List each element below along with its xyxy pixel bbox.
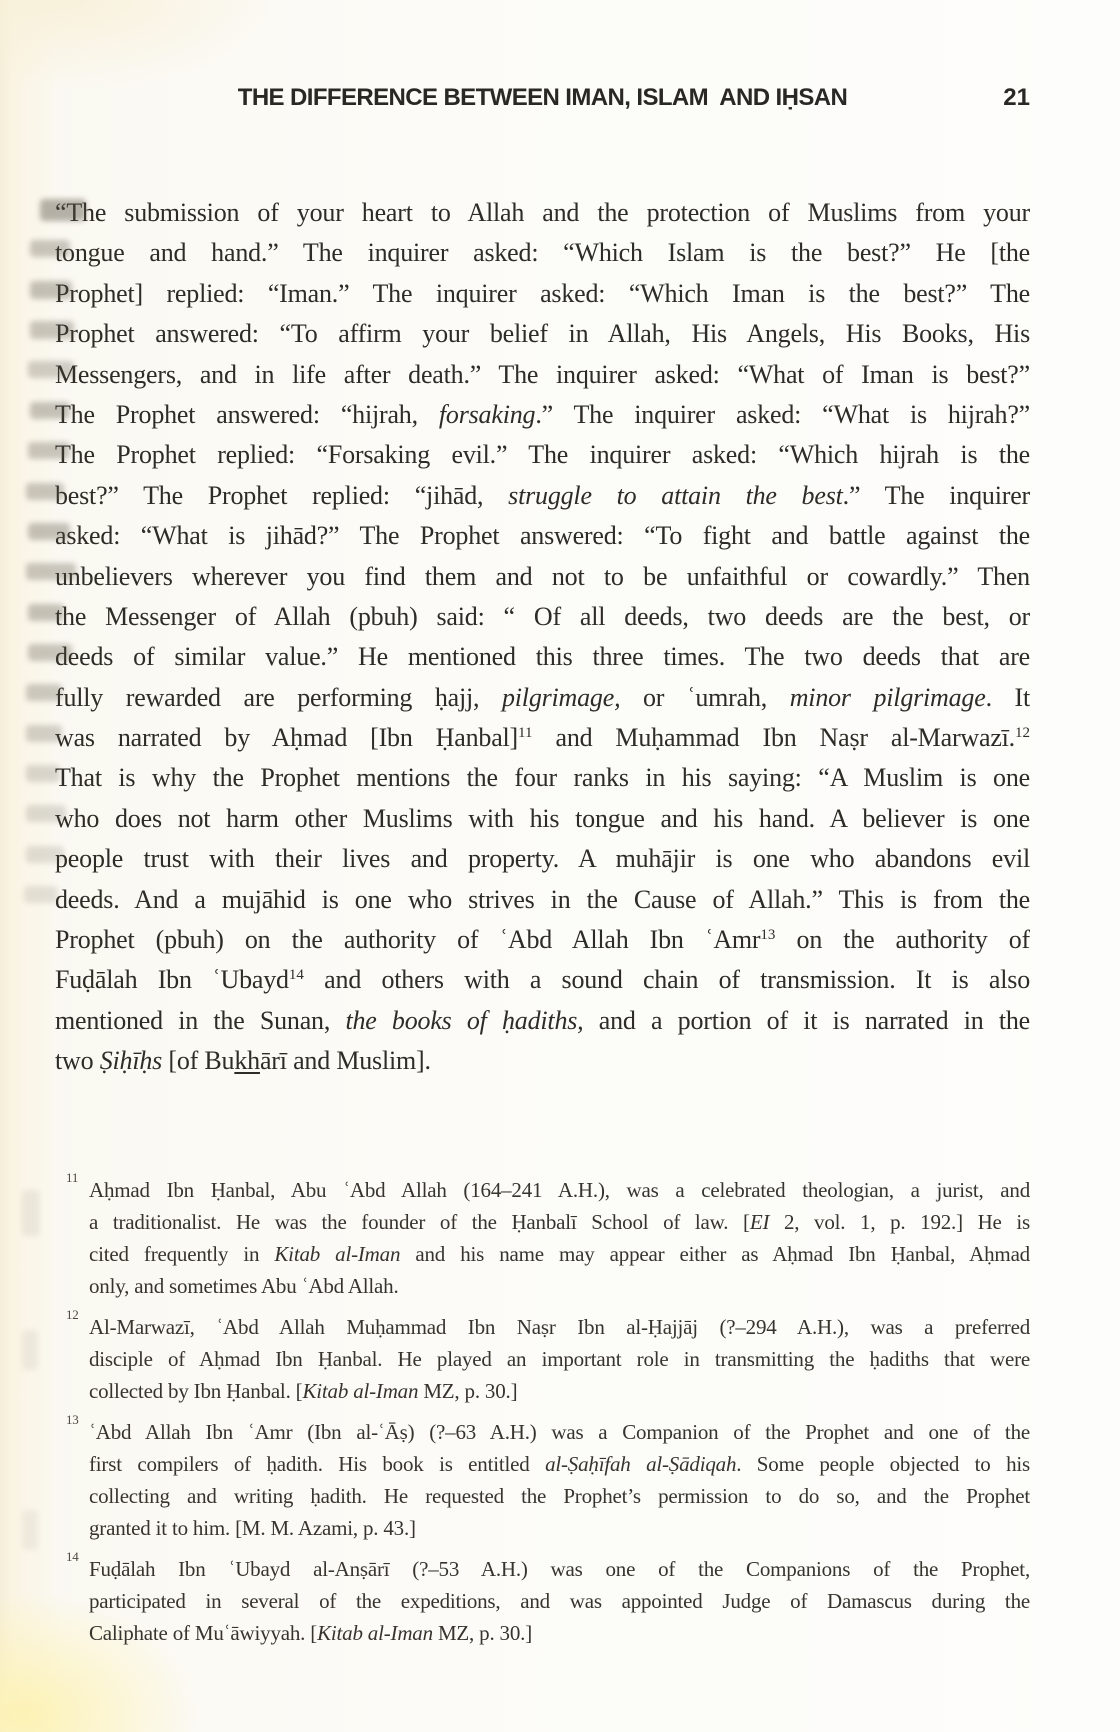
text-run: who does not harm other Muslims with his tongue and his hand. A believer is one — [55, 803, 1030, 833]
text-run: fully rewarded are performing ḥajj, — [55, 682, 502, 712]
text-line — [55, 516, 1030, 556]
italic-text-run: Kitab al-Iman — [302, 1379, 419, 1403]
text-line — [55, 274, 1030, 314]
text-line — [89, 1270, 1030, 1302]
text-line — [55, 1041, 1030, 1081]
footnote-number: 14 — [66, 1549, 79, 1564]
text-line — [89, 1617, 1030, 1649]
text-run: deeds of similar value.” He mentioned this three times. The two deeds that are — [55, 642, 1030, 672]
text-line — [55, 637, 1030, 677]
page-header-title: THE DIFFERENCE BETWEEN IMAN, ISLAM AND IḤSAN — [237, 84, 848, 111]
footnote-number: 13 — [66, 1412, 79, 1427]
text-line — [55, 678, 1030, 718]
text-run: ārī and Muslim]. — [259, 1046, 431, 1076]
footnote — [66, 1549, 1030, 1649]
body-text — [55, 193, 1030, 1082]
page-header — [55, 84, 1030, 118]
text-run: collecting and writing ḥadith. He requested the Prophet’s permission to do so, and the Prophet — [89, 1484, 1030, 1508]
text-line — [55, 880, 1030, 920]
text-line — [55, 395, 1030, 435]
footnote-reference: 11 — [518, 725, 533, 742]
text-line — [55, 839, 1030, 879]
text-line — [89, 1553, 1030, 1585]
text-run: MZ, p. 30.] — [432, 1621, 532, 1645]
text-run: or ʿumrah, — [620, 682, 790, 712]
text-line — [55, 758, 1030, 798]
footnote-reference: 14 — [288, 967, 304, 984]
text-line — [89, 1238, 1030, 1270]
text-line — [89, 1206, 1030, 1238]
text-run: and Muḥammad Ibn Naṣr al-Marwazī. — [532, 723, 1015, 753]
text-line — [55, 193, 1030, 233]
text-line — [55, 435, 1030, 475]
italic-text-run: Kitab al-Iman — [274, 1242, 401, 1266]
text-run: Prophet answered: “To affirm your belief in Allah, His Angels, His Books, His — [55, 319, 1030, 349]
text-run: .” The inquirer asked: “What is hijrah?” — [535, 399, 1030, 429]
text-run: a traditionalist. He was the founder of the Ḥanbalī School of law. [ — [89, 1210, 750, 1234]
text-run: Messengers, and in life after death.” The inquirer asked: “What of Iman is best?” — [55, 359, 1030, 389]
footnotes — [66, 1170, 1030, 1658]
scan-smudge — [22, 1330, 38, 1370]
text-run: Aḥmad Ibn Ḥanbal, Abu ʿAbd Allah (164–241 A.H.), was a celebrated theologian, a jurist, and — [89, 1178, 1030, 1202]
italic-text-run: pilgrimage, — [501, 682, 621, 712]
text-line — [55, 960, 1030, 1000]
text-run: “The submission of your heart to Allah and the protection of Muslims from your — [55, 198, 1030, 227]
text-run: Fuḍālah Ibn ʿUbayd — [55, 965, 289, 995]
italic-text-run: minor pilgrimage — [789, 682, 986, 712]
text-run: unbelievers wherever you find them and not to be unfaithful or cowardly.” Then — [55, 561, 1030, 591]
text-line — [89, 1375, 1030, 1407]
footnote — [66, 1412, 1030, 1544]
text-line — [55, 557, 1030, 597]
text-run: . Some people objected to his — [736, 1452, 1030, 1476]
text-run: Caliphate of Muʿāwiyyah. [ — [89, 1621, 318, 1645]
text-run: only, and sometimes Abu ʿAbd Allah. — [89, 1274, 399, 1298]
text-run: and his name may appear either as Aḥmad Ibn Ḥanbal, Aḥmad — [400, 1242, 1030, 1266]
text-line — [89, 1416, 1030, 1448]
text-run: and a portion of it is narrated in the — [583, 1005, 1030, 1035]
text-line — [55, 476, 1030, 516]
text-line — [55, 1001, 1030, 1041]
footnote — [66, 1170, 1030, 1302]
text-run: [of Bu — [162, 1046, 235, 1076]
text-run: first compilers of ḥadith. His book is entitled — [89, 1452, 546, 1476]
text-run: That is why the Prophet mentions the four ranks in his saying: “A Muslim is one — [55, 763, 1030, 793]
text-run: disciple of Aḥmad Ibn Ḥanbal. He played an important role in transmitting the ḥadiths that were — [89, 1347, 1030, 1371]
text-line — [89, 1343, 1030, 1375]
text-run: Prophet] replied: “Iman.” The inquirer asked: “Which Iman is the best?” The — [55, 278, 1030, 308]
italic-text-run: EI — [749, 1210, 770, 1234]
scan-smudge — [24, 886, 58, 903]
text-run: was narrated by Aḥmad [Ibn Ḥanbal] — [55, 723, 519, 753]
italic-text-run: forsaking — [438, 399, 536, 429]
text-run: MZ, p. 30.] — [418, 1379, 518, 1403]
text-run: best?” The Prophet replied: “jihād, — [55, 480, 509, 510]
text-run: asked: “What is jihād?” The Prophet answered: “To fight and battle against the — [55, 521, 1030, 551]
page-number: 21 — [1003, 84, 1030, 111]
text-run: tongue and hand.” The inquirer asked: “Which Islam is the best?” He [the — [55, 238, 1030, 268]
text-line — [89, 1448, 1030, 1480]
text-run: participated in several of the expeditions, and was appointed Judge of Damascus during the — [89, 1589, 1030, 1613]
italic-text-run: Kitab al-Iman — [317, 1621, 433, 1645]
text-line — [89, 1480, 1030, 1512]
text-run: deeds. And a mujāhid is one who strives in the Cause of Allah.” This is from the — [55, 884, 1030, 914]
text-run: cited frequently in — [89, 1242, 275, 1266]
text-line — [55, 233, 1030, 273]
text-line — [55, 920, 1030, 960]
text-line — [89, 1311, 1030, 1343]
text-run: the Messenger of Allah (pbuh) said: “ Of all deeds, two deeds are the best, or — [55, 601, 1030, 631]
italic-text-run: struggle to attain the best — [508, 480, 843, 510]
text-run: Fuḍālah Ibn ʿUbayd al-Anṣārī (?–53 A.H.) was one of the Companions of the Prophet, — [89, 1557, 1030, 1581]
text-run: people trust with their lives and property. A muhājir is one who abandons evil — [55, 844, 1030, 874]
scan-smudge — [22, 1510, 38, 1550]
text-line — [55, 718, 1030, 758]
text-line — [89, 1585, 1030, 1617]
text-run: . It — [985, 682, 1030, 712]
text-line — [89, 1512, 1030, 1544]
underlined-text-run: kh — [234, 1046, 260, 1076]
text-line — [55, 799, 1030, 839]
text-run: two — [55, 1046, 100, 1076]
text-line — [55, 355, 1030, 395]
italic-text-run: the books of ḥadiths, — [345, 1005, 584, 1035]
scan-smudge — [22, 1190, 40, 1236]
footnote-number: 11 — [66, 1170, 79, 1185]
text-run: The Prophet answered: “hijrah, — [55, 399, 439, 429]
footnote-reference: 13 — [760, 927, 776, 944]
text-run: ʿAbd Allah Ibn ʿAmr (Ibn al-ʿĀṣ) (?–63 A.H.) was a Companion of the Prophet and one of the — [89, 1420, 1030, 1444]
text-line — [89, 1174, 1030, 1206]
text-run: granted it to him. [M. M. Azami, p. 43.] — [89, 1516, 416, 1540]
text-run: The Prophet replied: “Forsaking evil.” The inquirer asked: “Which hijrah is the — [55, 440, 1030, 470]
text-line — [55, 597, 1030, 637]
italic-text-run: Ṣiḥīḥs — [99, 1046, 163, 1076]
italic-text-run: al-Ṣaḥīfah al-Ṣādiqah — [545, 1452, 737, 1476]
text-line — [55, 314, 1030, 354]
footnote-reference: 12 — [1014, 725, 1030, 742]
text-run: and others with a sound chain of transmission. It is also — [303, 965, 1030, 995]
text-run: Al-Marwazī, ʿAbd Allah Muḥammad Ibn Naṣr Ibn al-Ḥajjāj (?–294 A.H.), was a preferred — [89, 1315, 1030, 1339]
text-run: 2, vol. 1, p. 192.] He is — [769, 1210, 1030, 1234]
text-run: on the authority of — [775, 925, 1030, 955]
text-run: mentioned in the Sunan, — [55, 1005, 346, 1035]
text-run: collected by Ibn Ḥanbal. [ — [89, 1379, 303, 1403]
footnote-number: 12 — [66, 1307, 79, 1322]
text-run: Prophet (pbuh) on the authority of ʿAbd Allah Ibn ʿAmr — [55, 925, 761, 955]
footnote — [66, 1307, 1030, 1407]
text-run: .” The inquirer — [842, 480, 1030, 510]
